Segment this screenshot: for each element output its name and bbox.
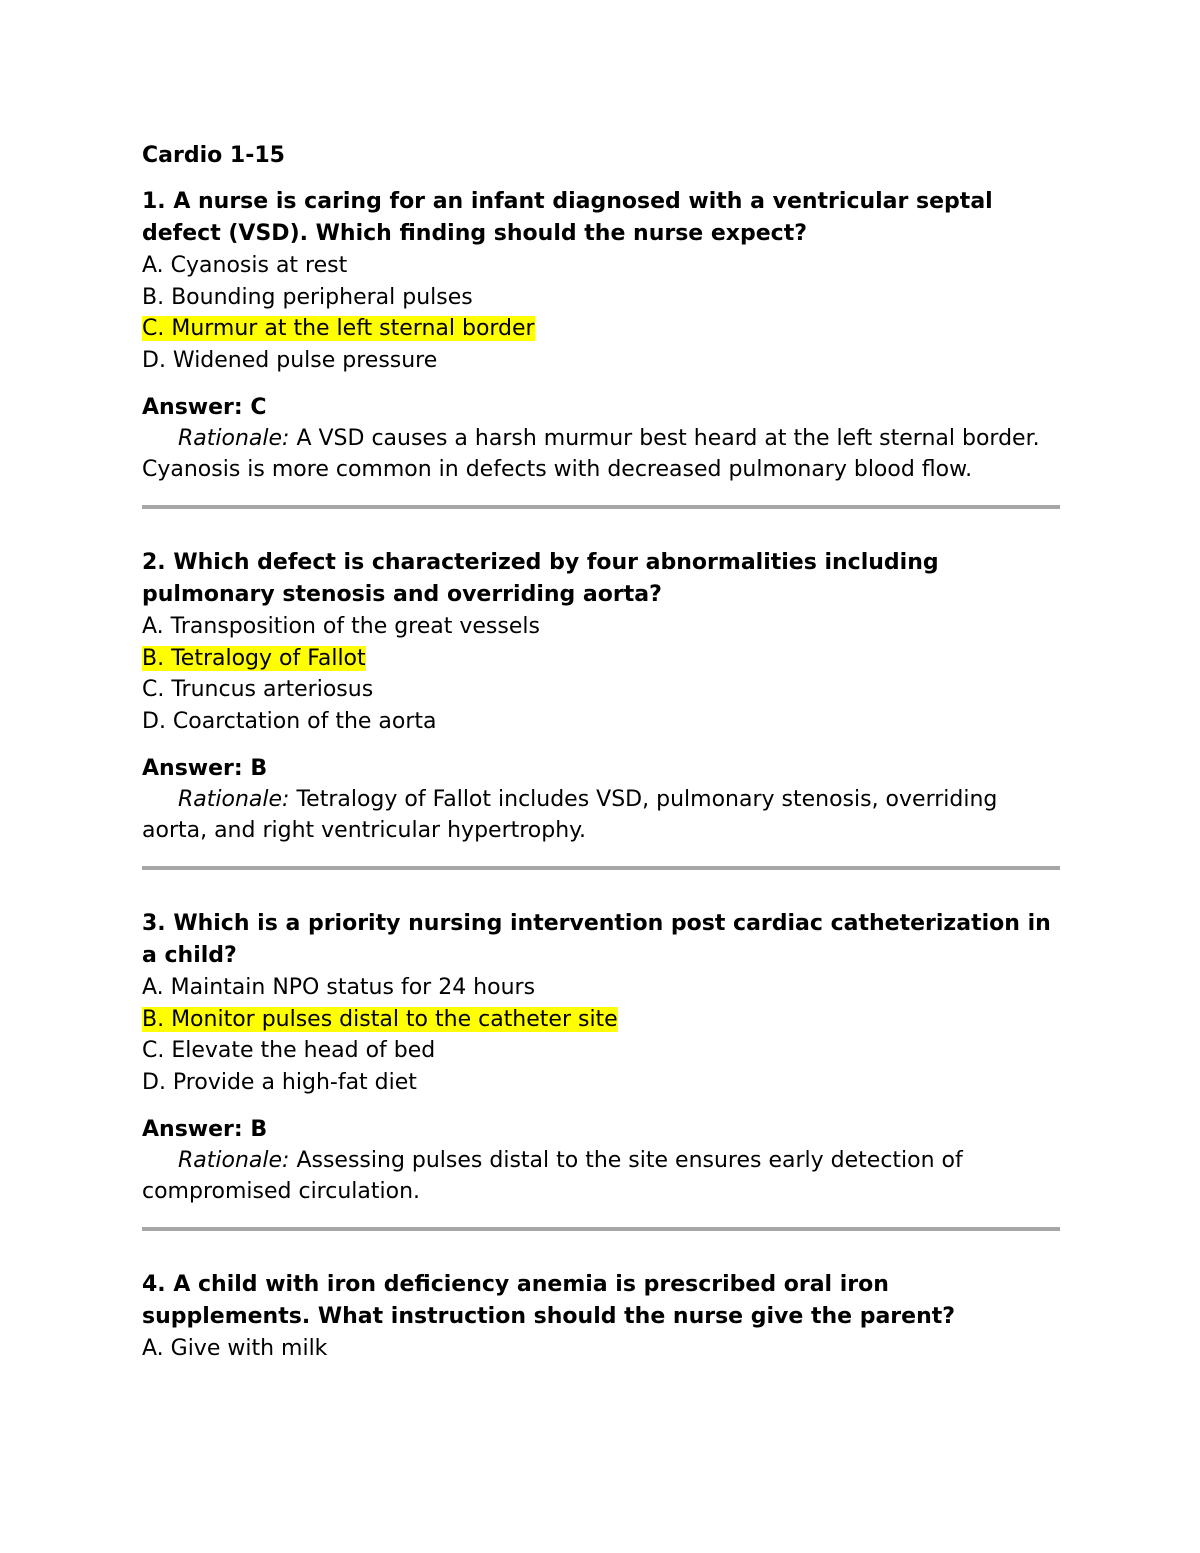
highlighted-option-text: B. Monitor pulses distal to the catheter site bbox=[142, 1006, 618, 1032]
option-text: D. Coarctation of the aorta bbox=[142, 708, 437, 734]
option-b bbox=[142, 282, 1060, 314]
rationale-label: Rationale: bbox=[178, 426, 290, 451]
section-divider bbox=[142, 866, 1060, 870]
section-divider bbox=[142, 505, 1060, 509]
option-a bbox=[142, 1333, 1060, 1365]
question-prompt: 1. A nurse is caring for an infant diagnosed with a ventricular septal defect (VSD). Which finding should the nurse expect? bbox=[142, 189, 993, 246]
option-text: B. Bounding peripheral pulses bbox=[142, 284, 473, 310]
option-text: D. Provide a high-fat diet bbox=[142, 1069, 417, 1095]
answer-label: Answer: B bbox=[142, 1117, 268, 1142]
question-2 bbox=[142, 547, 1060, 870]
question-prompt: 3. Which is a priority nursing intervention post cardiac catheterization in a child? bbox=[142, 911, 1051, 968]
option-c-correct bbox=[142, 313, 1060, 345]
question-4 bbox=[142, 1269, 1060, 1365]
rationale-text: Assessing pulses distal to the site ensures early detection of compromised circulation. bbox=[142, 1148, 963, 1204]
option-text: D. Widened pulse pressure bbox=[142, 347, 438, 373]
highlighted-option-text: C. Murmur at the left sternal border bbox=[142, 316, 535, 341]
option-b-correct bbox=[142, 643, 1060, 675]
rationale bbox=[142, 1145, 1060, 1207]
option-a bbox=[142, 972, 1060, 1004]
question-1 bbox=[142, 186, 1060, 509]
option-d bbox=[142, 1067, 1060, 1099]
rationale bbox=[142, 423, 1060, 485]
answer-label: Answer: B bbox=[142, 756, 268, 781]
rationale-label: Rationale: bbox=[178, 1148, 290, 1173]
option-text: A. Cyanosis at rest bbox=[142, 253, 348, 278]
section-divider bbox=[142, 1227, 1060, 1231]
rationale-label: Rationale: bbox=[178, 787, 290, 812]
question-3 bbox=[142, 908, 1060, 1231]
option-text: A. Transposition of the great vessels bbox=[142, 614, 540, 639]
option-text: C. Truncus arteriosus bbox=[142, 677, 374, 702]
option-list bbox=[142, 250, 1060, 376]
option-d bbox=[142, 345, 1060, 377]
option-list bbox=[142, 611, 1060, 737]
option-c bbox=[142, 674, 1060, 706]
highlighted-option-text: B. Tetralogy of Fallot bbox=[142, 645, 366, 671]
document-title: Cardio 1-15 bbox=[142, 143, 285, 168]
option-b-correct bbox=[142, 1004, 1060, 1036]
rationale-text: A VSD causes a harsh murmur best heard at the left sternal border. Cyanosis is more common in defects with decreased pulmonary blood flow. bbox=[142, 426, 1040, 482]
question-prompt: 4. A child with iron deficiency anemia is prescribed oral iron supplements. What instruction should the nurse give the parent? bbox=[142, 1272, 956, 1329]
answer-label: Answer: C bbox=[142, 395, 267, 420]
question-prompt: 2. Which defect is characterized by four abnormalities including pulmonary stenosis and overriding aorta? bbox=[142, 550, 939, 607]
option-text: C. Elevate the head of bed bbox=[142, 1038, 436, 1063]
option-list bbox=[142, 972, 1060, 1098]
option-c bbox=[142, 1035, 1060, 1067]
rationale bbox=[142, 784, 1060, 846]
option-d bbox=[142, 706, 1060, 738]
option-a bbox=[142, 250, 1060, 282]
rationale-text: Tetralogy of Fallot includes VSD, pulmonary stenosis, overriding aorta, and right ventricular hypertrophy. bbox=[142, 787, 998, 843]
option-text: A. Maintain NPO status for 24 hours bbox=[142, 975, 536, 1000]
option-a bbox=[142, 611, 1060, 643]
document-page bbox=[142, 140, 1060, 1365]
option-list bbox=[142, 1333, 1060, 1365]
option-text: A. Give with milk bbox=[142, 1336, 328, 1361]
